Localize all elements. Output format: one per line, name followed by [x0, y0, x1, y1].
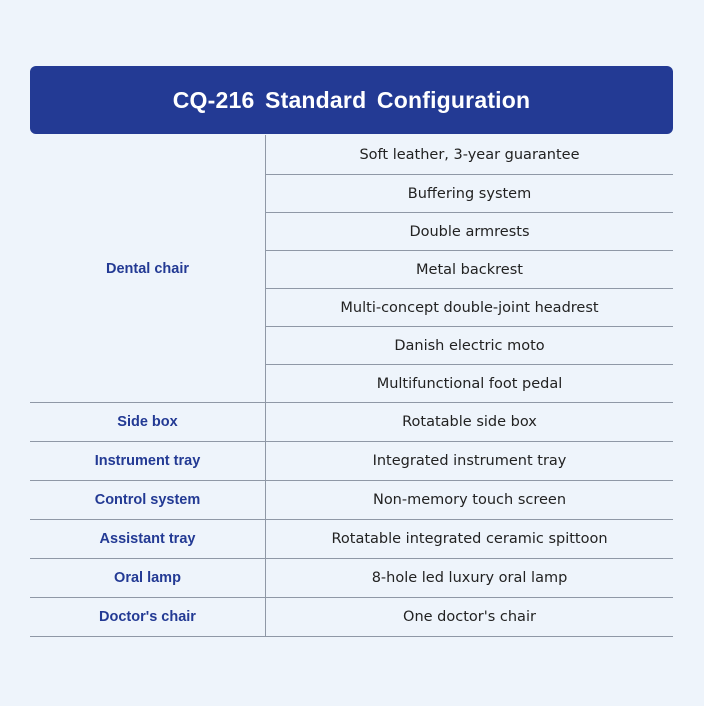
table-row-assistant-tray [30, 520, 673, 559]
table-row-instrument-tray [30, 442, 673, 481]
feature-cell: Metal backrest [266, 250, 673, 288]
feature-cell: Danish electric moto [266, 326, 673, 364]
table-row-control-system [30, 481, 673, 520]
feature-list [266, 135, 673, 402]
table-row-doctors-chair [30, 598, 673, 637]
feature-cell: Double armrests [266, 212, 673, 250]
feature-cell: One doctor's chair [403, 609, 536, 625]
category-cell: Doctor's chair [30, 598, 266, 636]
feature-cell: Non-memory touch screen [372, 492, 567, 508]
feature-cell: Integrated instrument tray [372, 453, 567, 469]
page-title: CQ-216 Standard Configuration [172, 86, 531, 113]
configuration-table [30, 135, 673, 637]
category-cell: Control system [30, 481, 266, 519]
category-cell: Side box [30, 403, 266, 441]
category-cell: Oral lamp [30, 559, 266, 597]
feature-cell: Multi-concept double-joint headrest [266, 288, 673, 326]
table-row-dental-chair [30, 135, 673, 403]
category-cell: Instrument tray [30, 442, 266, 480]
feature-cell: Rotatable integrated ceramic spittoon [331, 531, 608, 547]
feature-cell: Multifunctional foot pedal [266, 364, 673, 402]
title-banner [30, 66, 673, 134]
table-row-oral-lamp [30, 559, 673, 598]
feature-cell: 8-hole led luxury oral lamp [371, 570, 568, 586]
table-row-side-box [30, 403, 673, 442]
feature-cell: Buffering system [266, 174, 673, 212]
category-cell: Assistant tray [30, 520, 266, 558]
feature-cell: Rotatable side box [402, 414, 537, 430]
feature-cell: Soft leather, 3-year guarantee [359, 146, 580, 163]
category-cell: Dental chair [30, 135, 266, 402]
